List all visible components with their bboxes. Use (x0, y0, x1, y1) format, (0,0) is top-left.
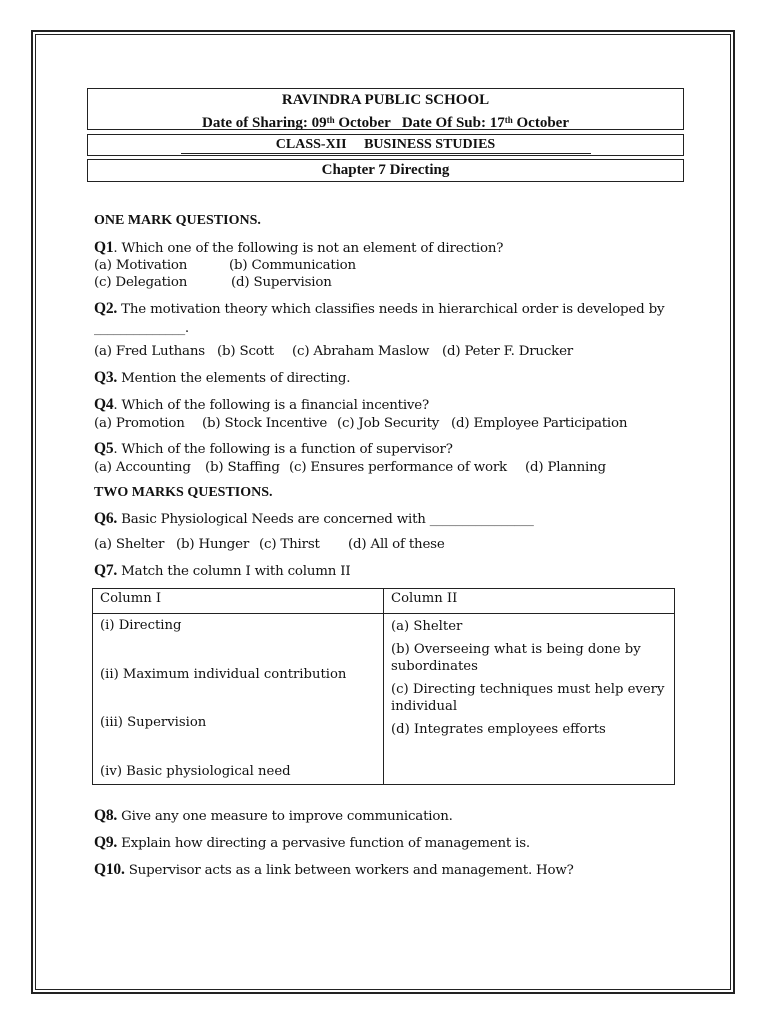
q5-option-b: (b) Staffing (205, 460, 280, 475)
q6-options (94, 537, 445, 552)
q6-option-a: (a) Shelter (94, 537, 165, 552)
q2-text: The motivation theory which classifies needs in hierarchical order is developed by (117, 302, 665, 317)
q3-text: Mention the elements of directing. (117, 371, 351, 386)
class-subject: CLASS-XII BUSINESS STUDIES (181, 136, 591, 154)
q5-options (94, 460, 606, 475)
q1-option-a: (a) Motivation (94, 258, 188, 273)
q1-line (94, 239, 503, 257)
sharing-date-label: Date of Sharing: 09 (202, 115, 327, 131)
match-table (92, 588, 675, 785)
match-table-header-row (93, 589, 675, 614)
q2-option-c: (c) Abraham Maslow (292, 344, 430, 359)
q6-text: Basic Physiological Needs are concerned with ________________ (117, 512, 534, 527)
q2-line (94, 300, 664, 318)
q7-number: Q7. (94, 562, 118, 579)
q5-text: . Which of the following is a function of supervisor? (113, 442, 453, 457)
dates-line (88, 110, 683, 133)
column-1-header: Column I (93, 589, 384, 614)
q2-option-d: (d) Peter F. Drucker (442, 344, 573, 359)
q4-line (94, 396, 429, 414)
q1-option-b: (b) Communication (229, 258, 356, 273)
q4-option-a: (a) Promotion (94, 416, 185, 431)
q6-line (94, 510, 534, 528)
sharing-date-month: October (334, 115, 391, 131)
q1-options-row1 (94, 258, 356, 273)
q6-option-c: (c) Thirst (259, 537, 320, 552)
q4-number: Q4 (94, 396, 114, 413)
submission-date-sup: th (504, 115, 513, 125)
q5-number: Q5 (94, 440, 114, 457)
chapter-title: Chapter 7 Directing (321, 162, 450, 178)
q8-text: Give any one measure to improve communication. (117, 809, 453, 824)
chapter-box (87, 159, 684, 182)
q2-option-b: (b) Scott (217, 344, 274, 359)
q9-line (94, 834, 530, 852)
q5-option-a: (a) Accounting (94, 460, 191, 475)
q9-number: Q9. (94, 834, 118, 851)
match-table-body-row (93, 614, 675, 785)
q5-option-d: (d) Planning (525, 460, 606, 475)
q1-option-c: (c) Delegation (94, 275, 188, 290)
q4-text: . Which of the following is a financial incentive? (113, 398, 430, 413)
q8-number: Q8. (94, 807, 118, 824)
section-one-mark: ONE MARK QUESTIONS. (94, 213, 261, 228)
school-name: RAVINDRA PUBLIC SCHOOL (281, 92, 490, 108)
column-2-header: Column II (384, 589, 675, 614)
q6-option-d: (d) All of these (348, 537, 445, 552)
section-two-marks: TWO MARKS QUESTIONS. (94, 485, 273, 500)
q10-line (94, 861, 574, 879)
q6-number: Q6. (94, 510, 118, 527)
column-1-cell (93, 614, 384, 785)
q2-options (94, 344, 573, 359)
q4-option-c: (c) Job Security (337, 416, 440, 431)
column-2-cell (384, 614, 675, 785)
q5-option-c: (c) Ensures performance of work (289, 460, 507, 475)
q10-text: Supervisor acts as a link between workers and management. How? (124, 863, 574, 878)
q5-line (94, 440, 453, 458)
q1-text: . Which one of the following is not an element of direction? (113, 241, 504, 256)
submission-date-month: October (512, 115, 569, 131)
q2-blank: ______________. (94, 321, 189, 336)
column-2-item: (a) Shelter (391, 619, 463, 634)
q8-line (94, 807, 453, 825)
q1-number: Q1 (94, 239, 114, 256)
q1-options-row2 (94, 275, 332, 290)
q7-text: Match the column I with column II (117, 564, 351, 579)
q10-number: Q10. (94, 861, 125, 878)
q4-options (94, 416, 627, 431)
q4-option-b: (b) Stock Incentive (202, 416, 328, 431)
class-subject-box (87, 134, 684, 156)
sharing-date-sup: th (326, 115, 335, 125)
q3-number: Q3. (94, 369, 118, 386)
q1-option-d: (d) Supervision (231, 275, 332, 290)
column-1-item: (iii) Supervision (100, 715, 207, 730)
column-1-item: (i) Directing (100, 618, 182, 633)
q3-line (94, 369, 350, 387)
q7-line (94, 562, 350, 580)
school-header-box (87, 88, 684, 130)
q9-text: Explain how directing a pervasive function of management is. (117, 836, 530, 851)
column-2-item: (c) Directing techniques must help every individual (391, 682, 665, 714)
q2-number: Q2. (94, 300, 118, 317)
submission-date-label: Date Of Sub: 17 (401, 115, 505, 131)
column-1-item: (ii) Maximum individual contribution (100, 666, 347, 682)
column-2-item: (b) Overseeing what is being done by subordinates (391, 642, 641, 674)
q2-option-a: (a) Fred Luthans (94, 344, 205, 359)
column-1-item: (iv) Basic physiological need (100, 763, 291, 779)
q4-option-d: (d) Employee Participation (451, 416, 628, 431)
column-2-item: (d) Integrates employees efforts (391, 722, 606, 737)
q6-option-b: (b) Hunger (176, 537, 250, 552)
